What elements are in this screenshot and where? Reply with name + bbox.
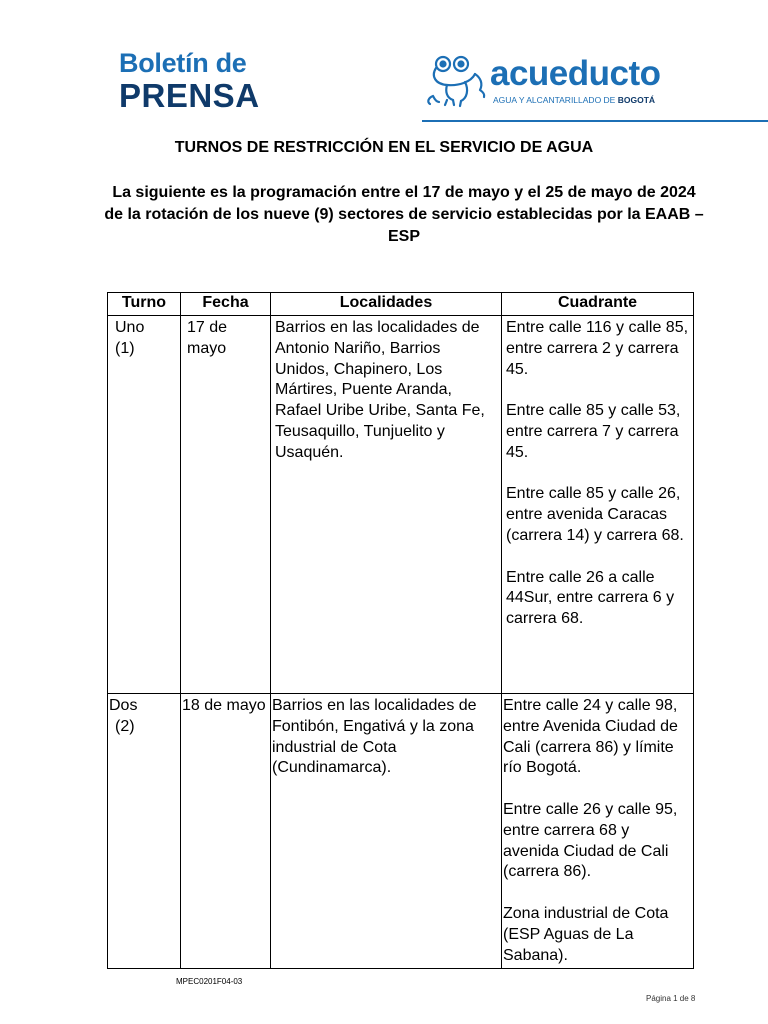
header-localidades: Localidades — [271, 293, 502, 316]
turno-cell — [108, 316, 181, 694]
localidades-cell — [271, 316, 502, 694]
fecha-cell — [181, 316, 271, 694]
header-cuadrante: Cuadrante — [502, 293, 694, 316]
fecha-value: 17 de mayo — [187, 319, 228, 357]
brand-line-2: PRENSA — [119, 77, 260, 114]
schedule-table — [107, 292, 694, 969]
logo-wordmark: acueducto — [490, 54, 661, 93]
cuadrante-item: Entre calle 24 y calle 98, entre Avenida Ciudad de Cali (carrera 86) y límite río Bogotá. — [503, 697, 678, 777]
form-code: MPEC0201F04-03 — [176, 977, 243, 986]
cuadrante-item: Entre calle 116 y calle 85, entre carrera 2 y carrera 45. — [506, 319, 689, 378]
document-title: TURNOS DE RESTRICCIÓN EN EL SERVICIO DE AGUA — [174, 139, 594, 156]
turno-cell — [108, 694, 181, 969]
cuadrante-item: Zona industrial de Cota (ESP Aguas de La Sabana). — [503, 904, 669, 964]
header-turno: Turno — [108, 293, 181, 316]
table-row — [108, 316, 694, 694]
frog-icon — [425, 52, 487, 108]
header-fecha: Fecha — [181, 293, 271, 316]
fecha-cell — [181, 694, 271, 969]
turno-label: Uno — [115, 319, 145, 336]
localidades-value: Barrios en las localidades de Antonio Nariño, Barrios Unidos, Chapinero, Los Mártires, Puente Aranda, Rafael Uribe Uribe, Santa Fe, Teusaquillo, Tunjuelito y Usaquén. — [275, 319, 485, 461]
turno-number: (1) — [115, 339, 135, 357]
logo-city: BOGOTÁ — [617, 95, 656, 105]
fecha-value: 18 de mayo — [182, 697, 266, 714]
brand-line-1: Boletín de — [119, 48, 247, 78]
cuadrante-item: Entre calle 26 y calle 95, entre carrera 68 y avenida Ciudad de Cali (carrera 86). — [503, 800, 678, 881]
cuadrante-cell — [502, 316, 694, 694]
turno-label: Dos — [109, 697, 138, 714]
localidades-cell — [271, 694, 502, 969]
cuadrante-item: Entre calle 85 y calle 53, entre carrera 7 y carrera 45. — [506, 402, 681, 461]
acueducto-logo — [425, 52, 700, 112]
document-intro: La siguiente es la programación entre el 17 de mayo y el 25 de mayo de 2024 de la rotación de los nueve (9) sectores de servicio establecidas por la EAAB – ESP — [104, 184, 704, 245]
turno-number: (2) — [115, 717, 135, 735]
header-rule — [422, 120, 768, 122]
localidades-value: Barrios en las localidades de Fontibón, Engativá y la zona industrial de Cota (Cundinamarca). — [272, 697, 477, 777]
cuadrante-item: Entre calle 26 a calle 44Sur, entre carrera 6 y carrera 68. — [506, 568, 675, 628]
page-number: Página 1 de 8 — [646, 994, 696, 1003]
logo-subtitle-text: AGUA Y ALCANTARILLADO DE — [493, 95, 616, 105]
cuadrante-cell — [502, 694, 694, 969]
logo-subtitle — [493, 95, 655, 105]
table-row — [108, 694, 694, 969]
cuadrante-item: Entre calle 85 y calle 26, entre avenida Caracas (carrera 14) y carrera 68. — [506, 485, 684, 544]
press-bulletin-brand — [119, 50, 260, 112]
table-header-row — [108, 293, 694, 316]
